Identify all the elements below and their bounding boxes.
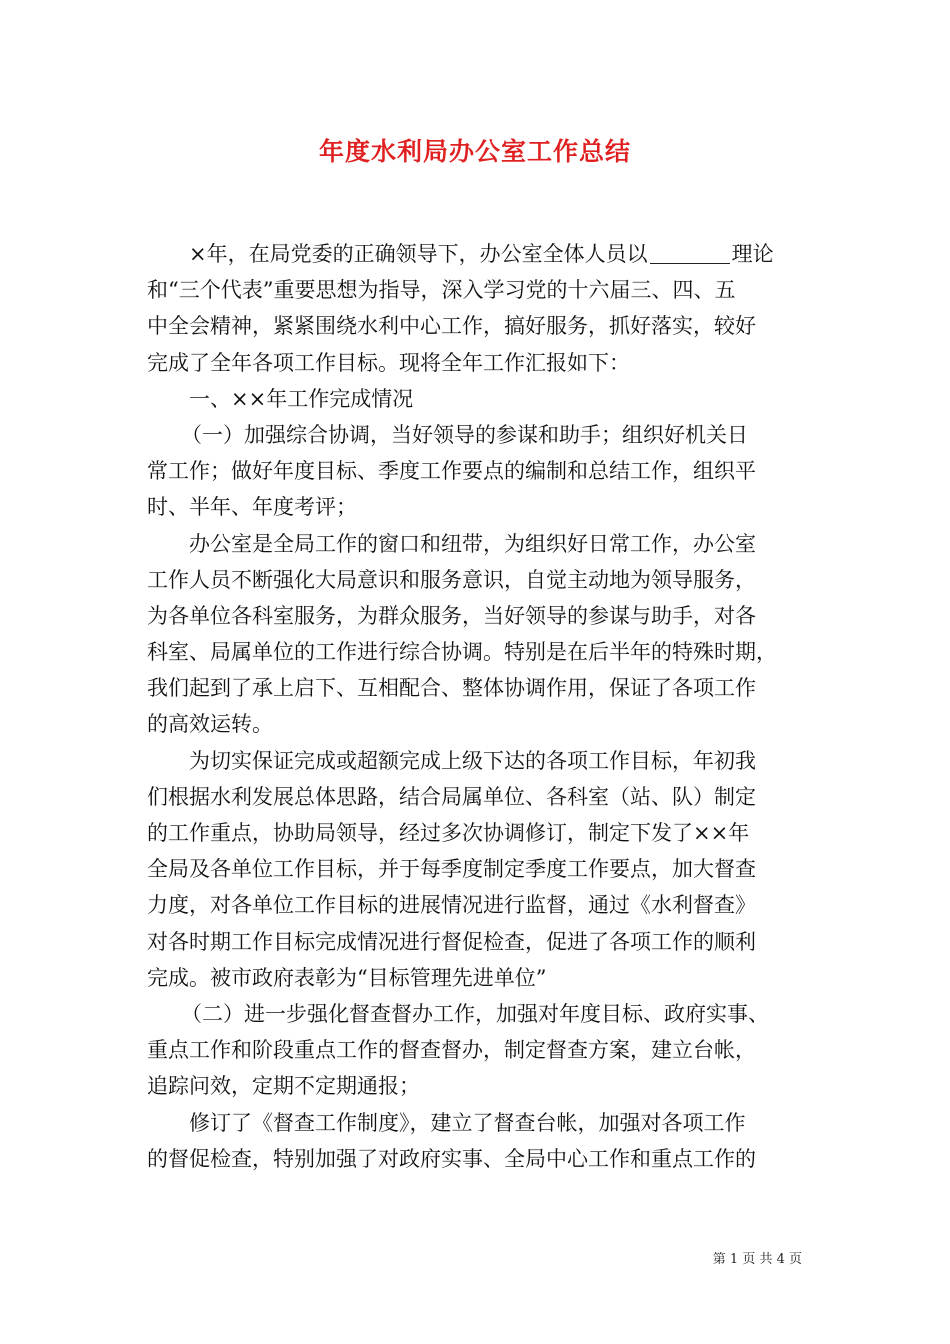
section-heading: 一、××年工作完成情况 bbox=[189, 386, 414, 411]
text-line: 完成。被市政府表彰为“目标管理先进单位” bbox=[147, 965, 547, 990]
text-line: （一）加强综合协调，当好领导的参谋和助手；组织好机关日 bbox=[181, 422, 748, 447]
text-line: 力度，对各单位工作目标的进展情况进行监督，通过《水利督查》 bbox=[147, 893, 756, 918]
text-line: 和“三个代表”重要思想为指导，深入学习党的十六届三、四、五 bbox=[147, 278, 736, 303]
document-body bbox=[147, 236, 817, 1177]
blank-underline bbox=[650, 241, 730, 264]
text-line: 为切实保证完成或超额完成上级下达的各项工作目标，年初我 bbox=[189, 748, 756, 773]
text-line: 追踪问效，定期不定期通报； bbox=[147, 1074, 420, 1099]
text-line: 的督促检查，特别加强了对政府实事、全局中心工作和重点工作的 bbox=[147, 1146, 756, 1171]
page-number: 第 1 页 共 4 页 bbox=[712, 1252, 802, 1267]
text-line: 修订了《督查工作制度》，建立了督查台帐，加强对各项工作 bbox=[189, 1110, 746, 1135]
text-line: 们根据水利发展总体思路，结合局属单位、各科室（站、队）制定 bbox=[147, 784, 756, 809]
text-line: 科室、局属单位的工作进行综合协调。特别是在后半年的特殊时期， bbox=[147, 640, 777, 665]
text-line bbox=[147, 236, 817, 272]
text-line: 工作人员不断强化大局意识和服务意识，自觉主动地为领导服务， bbox=[147, 567, 756, 592]
document-title: 年度水利局办公室工作总结 bbox=[318, 137, 631, 166]
text-line: 我们起到了承上启下、互相配合、整体协调作用，保证了各项工作 bbox=[147, 676, 756, 701]
text-segment: 理论 bbox=[731, 242, 774, 266]
text-segment: ×年，在局党委的正确领导下，办公室全体人员以 bbox=[189, 242, 648, 266]
text-line: 对各时期工作目标完成情况进行督促检查，促进了各项工作的顺利 bbox=[147, 929, 756, 954]
text-line: 的高效运转。 bbox=[147, 712, 273, 737]
text-line: 为各单位各科室服务，为群众服务，当好领导的参谋与助手，对各 bbox=[147, 603, 756, 628]
text-line: （二）进一步强化督查督办工作，加强对年度目标、政府实事、 bbox=[181, 1001, 769, 1026]
text-line: 时、半年、年度考评； bbox=[147, 495, 357, 520]
text-line: 全局及各单位工作目标，并于每季度制定季度工作要点，加大督查 bbox=[147, 857, 756, 882]
text-line: 中全会精神，紧紧围绕水利中心工作，搞好服务，抓好落实，较好 bbox=[147, 314, 756, 339]
text-line: 重点工作和阶段重点工作的督查督办，制定督查方案，建立台帐， bbox=[147, 1038, 756, 1063]
text-line: 的工作重点，协助局领导，经过多次协调修订，制定下发了××年 bbox=[147, 821, 750, 845]
text-line: 完成了全年各项工作目标。现将全年工作汇报如下： bbox=[147, 350, 630, 375]
text-line: 办公室是全局工作的窗口和纽带，为组织好日常工作，办公室 bbox=[189, 531, 756, 556]
text-line: 常工作；做好年度目标、季度工作要点的编制和总结工作，组织平 bbox=[147, 459, 756, 484]
